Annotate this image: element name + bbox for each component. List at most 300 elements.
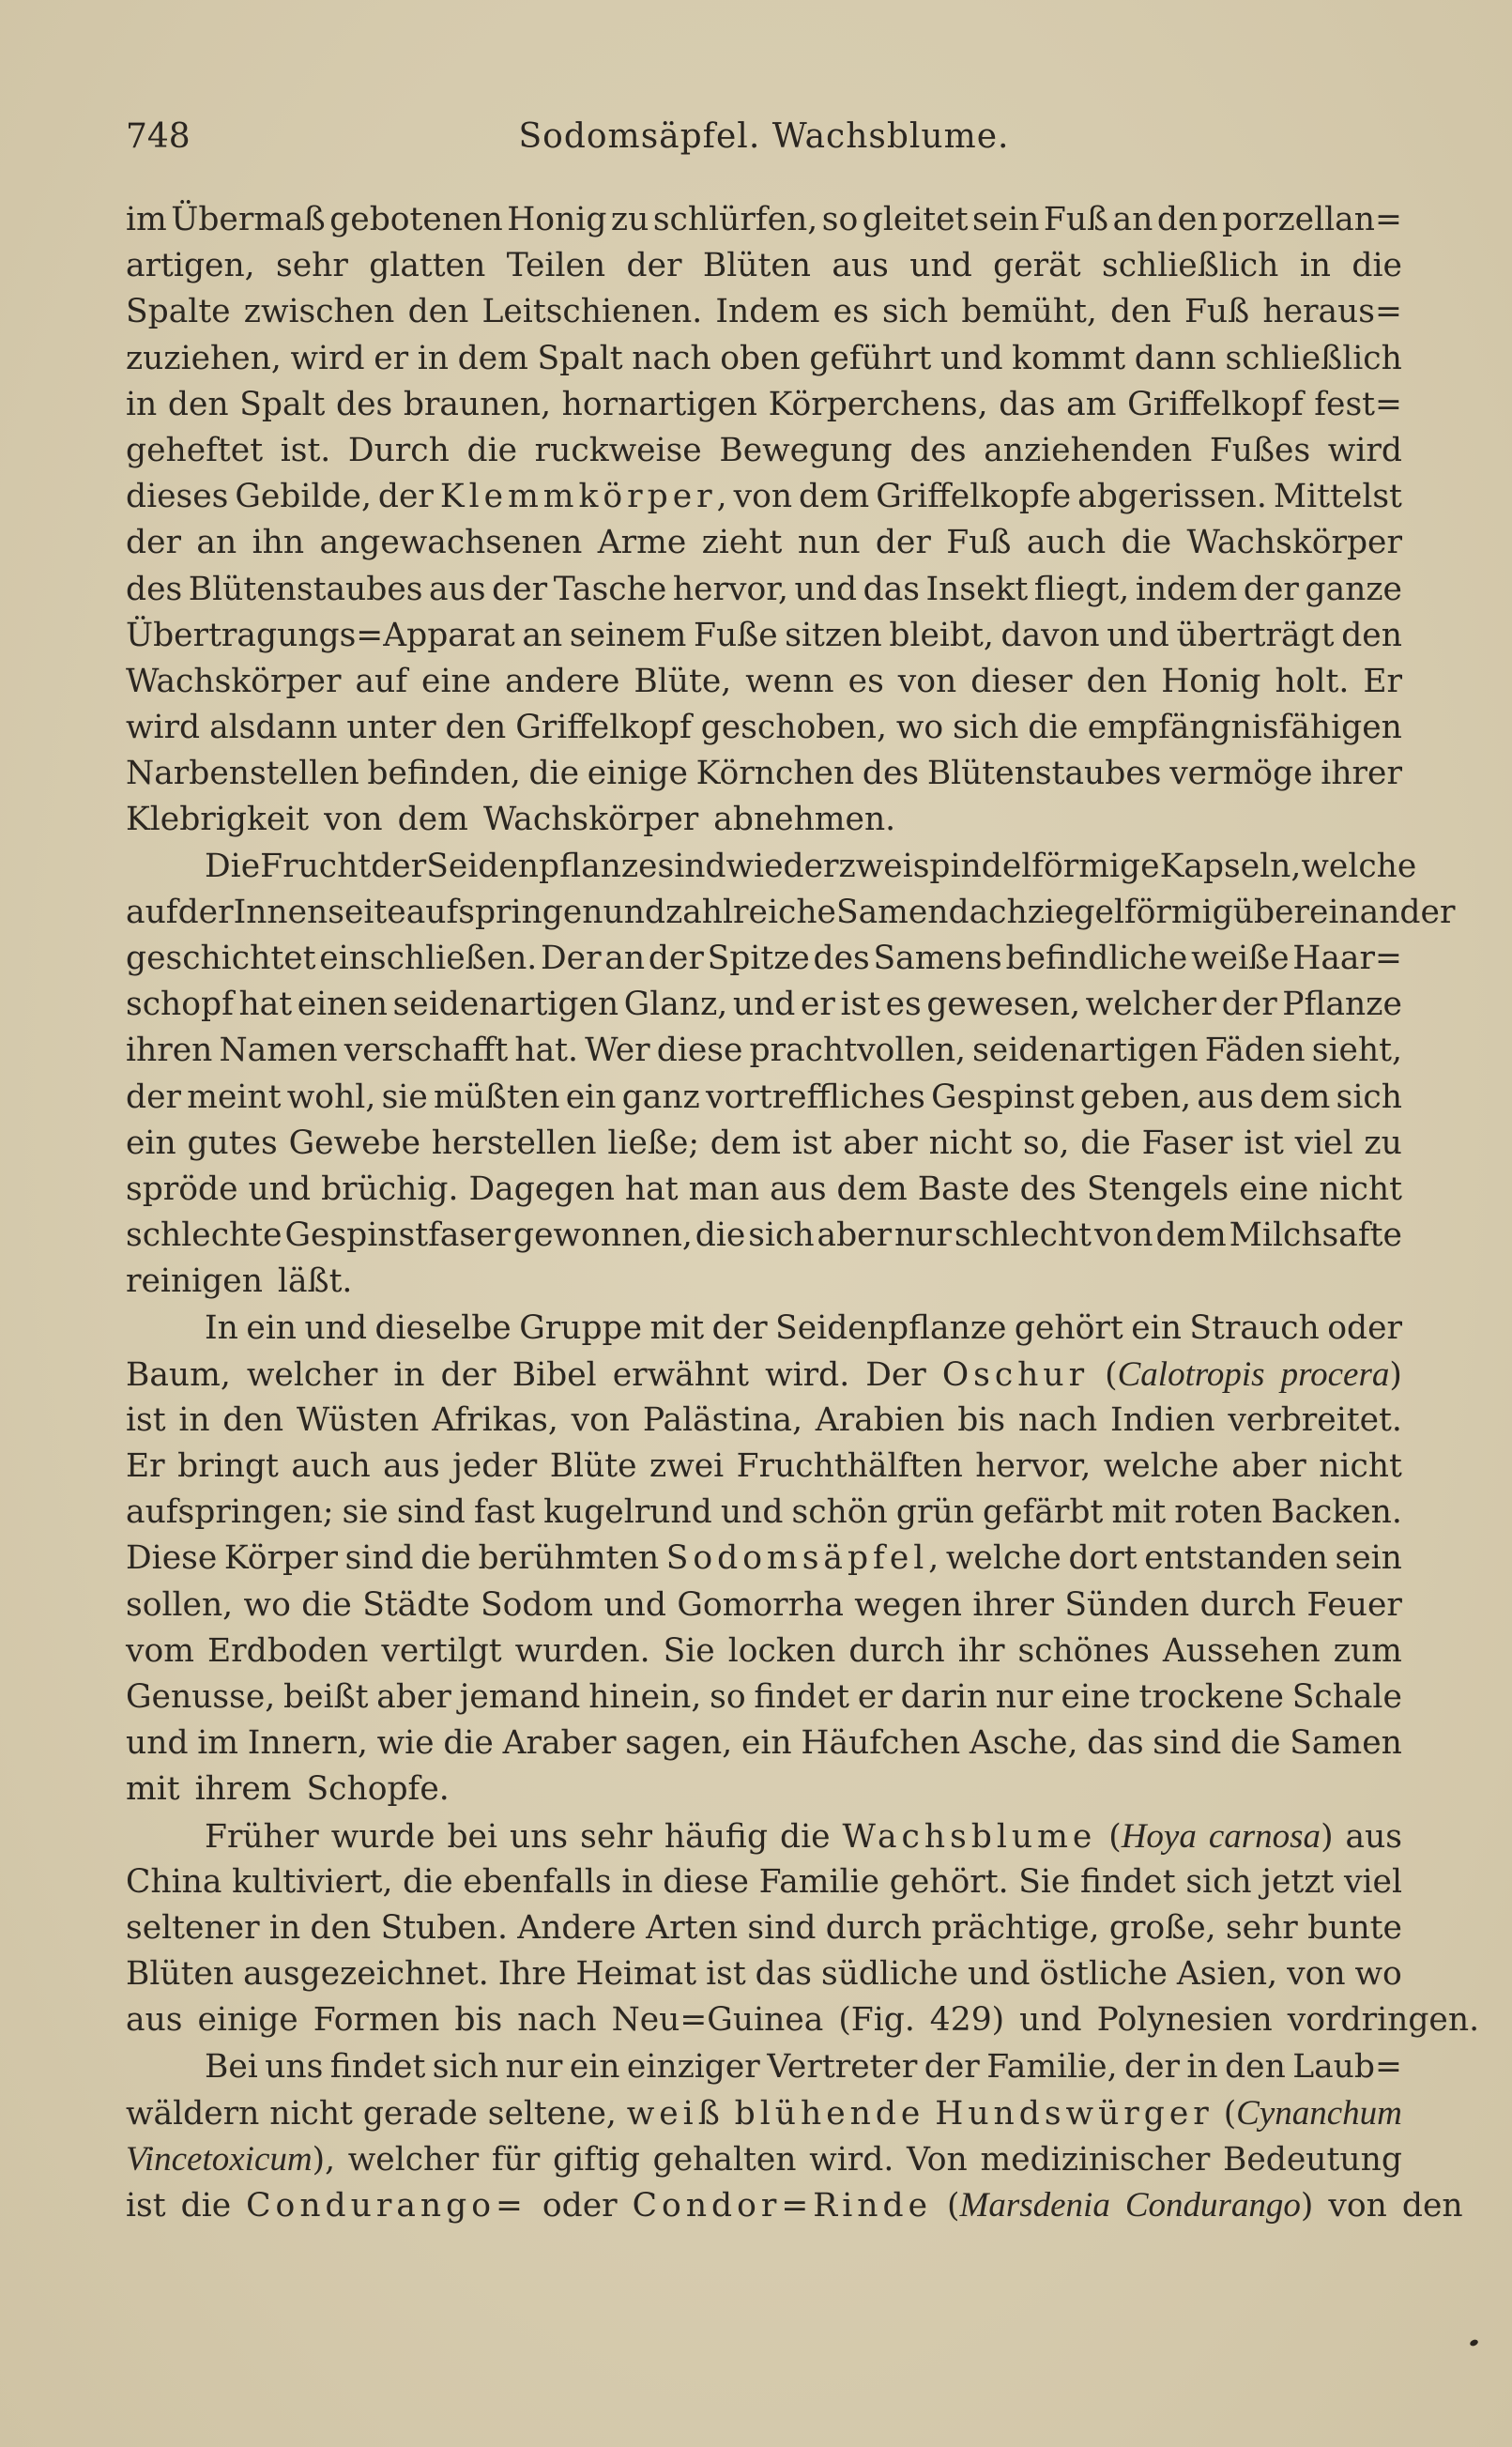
word: und — [720, 1493, 784, 1532]
word: mit — [649, 1308, 705, 1347]
word: aus — [832, 247, 889, 285]
word: spröde — [126, 1170, 238, 1208]
word: den — [445, 709, 507, 747]
text-line — [126, 1675, 1402, 1721]
word: heraus= — [1262, 293, 1402, 331]
word: nur — [505, 2047, 563, 2086]
word: schlechte — [126, 1216, 283, 1255]
word: diese — [656, 1032, 743, 1070]
word: Griffelkopf — [515, 709, 692, 747]
word: dann — [1134, 339, 1216, 377]
word: schließlich — [1225, 339, 1402, 377]
word: Backen. — [1271, 1493, 1402, 1532]
word: eine — [1061, 1678, 1131, 1716]
word: Sodom — [481, 1585, 593, 1624]
word: Gespinstfaser — [284, 1216, 512, 1255]
paragraph — [126, 1813, 1480, 2044]
word: übereinander — [1232, 893, 1456, 931]
word: Vincetoxicum), — [126, 2139, 336, 2179]
word: auch — [291, 1447, 371, 1486]
text-line — [126, 613, 1402, 659]
word: Innenseite — [233, 893, 406, 931]
word: sollen, — [126, 1585, 234, 1624]
word: aus — [126, 2001, 183, 2040]
word: Fuß — [1043, 201, 1109, 238]
word: den — [1110, 293, 1171, 331]
word: gutes — [187, 1124, 278, 1162]
word: Fußes — [1209, 431, 1311, 469]
word: Pflanze — [1282, 986, 1402, 1024]
word: ihren — [126, 1032, 213, 1070]
word: welcher — [347, 2140, 480, 2179]
word: gewesen, — [926, 986, 1081, 1024]
word: oben — [720, 339, 801, 377]
word: viel — [1344, 1862, 1402, 1901]
word: nur — [995, 1678, 1053, 1716]
word: Innern, — [247, 1724, 368, 1763]
word: Städte — [362, 1585, 470, 1624]
text-line — [126, 2044, 1402, 2090]
word: aus — [383, 1447, 440, 1486]
word: von — [897, 662, 957, 700]
text-line — [126, 1813, 1402, 1859]
text-line — [126, 1905, 1402, 1951]
word: zum — [1333, 1631, 1402, 1670]
text-line — [126, 844, 1417, 890]
word: der — [711, 1308, 768, 1347]
word: sagen, — [625, 1724, 733, 1763]
word: darin — [900, 1678, 987, 1716]
word: sind — [344, 1539, 414, 1578]
word: carnosa) — [1208, 1816, 1334, 1856]
word: Der — [865, 1355, 926, 1394]
word: seltene, — [487, 2094, 617, 2133]
word: sieht, — [1311, 1032, 1402, 1070]
word: Häufchen — [801, 1724, 961, 1763]
word: Sodomsäpfel, — [665, 1539, 939, 1578]
word: die — [420, 1539, 471, 1578]
word: aufspringen; — [126, 1493, 334, 1532]
word: hervor, — [672, 570, 788, 608]
word: findet — [754, 1678, 850, 1716]
word: Arten — [646, 1908, 739, 1947]
word: nicht — [928, 1124, 1013, 1162]
word: östliche — [1039, 1955, 1168, 1994]
word: wieder — [725, 847, 839, 885]
word: locken — [727, 1631, 836, 1670]
word: ließe; — [607, 1124, 699, 1162]
word: medizinischer — [980, 2140, 1211, 2179]
word: uns — [265, 2047, 324, 2086]
word: das — [999, 385, 1056, 423]
word: Fuße — [694, 616, 778, 654]
word: jetzt — [1261, 1862, 1335, 1901]
word: sich — [953, 709, 1019, 747]
text-line — [126, 1583, 1402, 1629]
word: Fäden — [1204, 1032, 1306, 1070]
word: ein — [569, 2047, 620, 2086]
word: nicht — [1319, 1447, 1402, 1486]
text-line — [126, 1075, 1402, 1121]
word: zu — [610, 201, 649, 238]
word: Er — [1363, 662, 1402, 700]
word: Wachskörper — [482, 801, 699, 839]
word: findet — [329, 2047, 426, 2086]
word: dieses — [126, 478, 229, 516]
word: häufig — [664, 1817, 769, 1856]
word: eine — [421, 662, 492, 700]
word: trockene — [1138, 1678, 1284, 1716]
word: gleitet — [862, 201, 969, 238]
word: ganz — [621, 1078, 700, 1116]
word: Glanz, — [623, 986, 728, 1024]
word: ein — [741, 1724, 792, 1763]
word: Der — [541, 940, 602, 977]
word: porzellan= — [1222, 201, 1402, 238]
word: vordringen. — [1287, 2001, 1480, 2040]
word: Tasche — [553, 570, 667, 608]
word: er — [857, 1678, 893, 1716]
word: von — [1287, 1955, 1346, 1994]
word: sich — [1185, 1862, 1252, 1901]
word: zuziehen, — [126, 339, 282, 377]
word: sich — [881, 293, 949, 331]
word: in — [393, 1355, 425, 1394]
text-line — [126, 336, 1402, 382]
word: Stuben. — [380, 1908, 508, 1947]
word: diese — [663, 1862, 749, 1901]
word: (Marsdenia — [947, 2186, 1110, 2225]
word: ihrem — [194, 1770, 292, 1809]
word: Körperchens, — [768, 385, 988, 423]
word: Sie — [1018, 1862, 1071, 1901]
word: der — [875, 524, 931, 562]
word: den — [222, 1400, 284, 1439]
word: nicht — [1319, 1170, 1402, 1208]
word: und — [603, 1585, 666, 1624]
word: zwischen — [243, 293, 395, 331]
word: die — [1028, 709, 1078, 747]
word: die — [443, 1724, 494, 1763]
word: oder — [1327, 1308, 1402, 1347]
text-line — [126, 797, 1402, 843]
text-line — [126, 1444, 1402, 1490]
word: nach — [1017, 1400, 1098, 1439]
text-line — [126, 2182, 1463, 2228]
word: läßt. — [277, 1262, 353, 1301]
word: Palästina, — [642, 1400, 803, 1439]
word: mit — [1111, 1493, 1167, 1532]
word: der — [492, 570, 548, 608]
word: hat — [624, 1170, 679, 1208]
word: China — [126, 1862, 222, 1901]
text-line — [126, 2090, 1402, 2136]
word: Wachskörper — [126, 662, 342, 700]
word: Spalt — [239, 385, 326, 423]
word: bleibt, — [889, 616, 994, 654]
word: des — [813, 940, 870, 977]
word: beißt — [283, 1678, 369, 1716]
word: in — [126, 385, 158, 423]
word: bunte — [1307, 1908, 1402, 1947]
word: wo — [243, 1585, 291, 1624]
word: Samen — [835, 893, 949, 931]
word: einige — [197, 2001, 298, 2040]
word: im — [197, 1724, 238, 1763]
word: Schopfe. — [306, 1770, 450, 1809]
word: Bibel — [512, 1355, 597, 1394]
word: die — [403, 1862, 453, 1901]
word: giftig — [553, 2140, 640, 2179]
word: Namen — [219, 1032, 338, 1070]
text-line — [126, 2136, 1402, 2182]
word: dem — [710, 1124, 782, 1162]
word: Erdboden — [207, 1631, 369, 1670]
word: auch — [1026, 524, 1107, 562]
word: gebotenen — [329, 201, 503, 238]
word: Blüte, — [634, 662, 732, 700]
text-line — [126, 382, 1402, 428]
word: Gomorrha — [677, 1585, 844, 1624]
word: dem — [799, 478, 870, 516]
word: Griffelkopfe — [876, 478, 1072, 516]
text-line — [126, 982, 1402, 1028]
word: brüchig. — [321, 1170, 459, 1208]
paragraph — [126, 2044, 1463, 2229]
word: Honig — [507, 201, 607, 238]
word: die — [301, 1585, 352, 1624]
word: am — [1066, 385, 1117, 423]
word: Asche, — [969, 1724, 1078, 1763]
word: und — [603, 893, 666, 931]
word: das — [1087, 1724, 1144, 1763]
word: kommt — [1012, 339, 1126, 377]
word: durch — [848, 1631, 945, 1670]
word: zahlreiche — [665, 893, 836, 931]
word: Seidenpflanze — [775, 1308, 1007, 1347]
word: meint — [187, 1078, 282, 1116]
word: andere — [505, 662, 620, 700]
word: hat. — [514, 1032, 578, 1070]
word: aus — [1197, 1078, 1254, 1116]
word: wie — [376, 1724, 435, 1763]
word: in — [1186, 2047, 1218, 2086]
text-line — [126, 1121, 1402, 1167]
word: gewonnen, — [512, 1216, 693, 1255]
word: von — [733, 478, 793, 516]
word: bis — [957, 1400, 1006, 1439]
word: dachziegelförmig — [948, 893, 1233, 931]
word: des — [862, 755, 920, 793]
word: sind — [657, 847, 726, 885]
word: seltener — [126, 1908, 260, 1947]
word: Klemmkörper, — [439, 478, 727, 516]
word: ist — [706, 1955, 746, 1994]
word: sind — [396, 1493, 466, 1532]
word: davon — [1000, 616, 1100, 654]
word: fast — [474, 1493, 535, 1532]
word: Samen — [1290, 1724, 1402, 1763]
word: so — [710, 1678, 746, 1716]
word: ist — [1244, 1124, 1284, 1162]
word: der — [1123, 2047, 1180, 2086]
word: grün — [895, 1493, 974, 1532]
word: hervor, — [975, 1447, 1092, 1486]
text-line — [126, 936, 1402, 982]
word: an — [522, 616, 563, 654]
word: Condor=Rinde — [632, 2187, 933, 2225]
word: der — [924, 2047, 980, 2086]
word: Condurango) — [1124, 2186, 1314, 2225]
word: holt. — [1275, 662, 1350, 700]
word: die — [1080, 1124, 1131, 1162]
word: Honig — [1161, 662, 1261, 700]
word: den — [1341, 616, 1402, 654]
word: prächtige, — [931, 1908, 1100, 1947]
word: Araber — [502, 1724, 617, 1763]
text-line — [126, 890, 1456, 936]
word: einschließen. — [319, 940, 538, 977]
word: sind — [747, 1908, 817, 1947]
word: Baste — [917, 1170, 1010, 1208]
word: in — [1299, 247, 1332, 285]
word: anziehenden — [984, 431, 1193, 469]
word: Asien, — [1176, 1955, 1278, 1994]
word: wo — [895, 709, 944, 747]
word: Familie — [758, 1862, 880, 1901]
word: an — [604, 940, 646, 977]
word: der — [648, 940, 704, 977]
word: welche — [1103, 1447, 1219, 1486]
paragraph — [126, 197, 1402, 844]
word: zieht — [701, 524, 783, 562]
word: Dagegen — [468, 1170, 615, 1208]
word: so — [821, 201, 859, 238]
word: man — [688, 1170, 760, 1208]
word: Blüten — [702, 247, 812, 285]
word: welche — [1301, 847, 1417, 885]
word: procera) — [1280, 1354, 1402, 1394]
word: Fuß — [946, 524, 1012, 562]
word: Hundswürger — [935, 2094, 1214, 2133]
text-line — [126, 1629, 1402, 1675]
word: der — [126, 1078, 181, 1116]
word: sehr — [1225, 1908, 1298, 1947]
running-title: Sodomsäpfel. Wachsblume. — [518, 117, 1010, 156]
word: Kapseln, — [1159, 847, 1302, 885]
word: ist — [126, 2187, 166, 2225]
text-line — [126, 1398, 1402, 1444]
word: reinigen — [126, 1262, 263, 1301]
word: in — [621, 1862, 653, 1901]
word: Klebrigkeit — [126, 801, 310, 839]
word: nach — [517, 2001, 597, 2040]
word: (Cynanchum — [1223, 2093, 1402, 2133]
word: schlecht — [954, 1216, 1092, 1255]
text-line — [126, 1259, 1402, 1305]
word: hornartigen — [561, 385, 758, 423]
text-line — [126, 705, 1402, 751]
word: ganze — [1305, 570, 1402, 608]
word: bis — [454, 2001, 503, 2040]
word: zu — [1364, 1124, 1402, 1162]
word: den — [310, 1908, 372, 1947]
word: nach — [632, 339, 711, 377]
word: angewachsenen — [319, 524, 583, 562]
word: Indien — [1109, 1400, 1215, 1439]
word: vortreffliches — [706, 1078, 925, 1116]
word: jeder — [452, 1447, 538, 1486]
word: erwähnt — [612, 1355, 750, 1394]
word: Neu=Guinea — [611, 2001, 824, 2040]
text-line — [126, 1213, 1402, 1259]
word: kultiviert, — [232, 1862, 393, 1901]
word: der — [626, 247, 682, 285]
word: vermöge — [1169, 755, 1313, 793]
word: bringt — [177, 1447, 279, 1486]
word: dem — [1155, 1216, 1227, 1255]
word: kugelrund — [543, 1493, 712, 1532]
word: des — [126, 570, 183, 608]
word: alsdann — [209, 709, 338, 747]
word: Wachskörper — [1186, 524, 1402, 562]
word: die — [1121, 524, 1172, 562]
word: braunen, — [403, 385, 552, 423]
word: Körper — [223, 1539, 338, 1578]
word: empfängnisfähigen — [1087, 709, 1402, 747]
word: Sie — [663, 1631, 715, 1670]
word: Arabien — [815, 1400, 945, 1439]
word: glatten — [369, 247, 486, 285]
paragraph — [126, 1306, 1402, 1813]
word: blühende — [734, 2094, 925, 2133]
word: schön — [791, 1493, 888, 1532]
word: abnehmen. — [713, 801, 896, 839]
word: und — [126, 1724, 189, 1763]
word: hat — [238, 986, 293, 1024]
word: den — [407, 293, 469, 331]
word: Frucht — [260, 847, 372, 885]
word: wurden. — [514, 1631, 650, 1670]
word: sie — [342, 1493, 389, 1532]
word: Spalte — [126, 293, 231, 331]
word: ist — [840, 986, 881, 1024]
word: dem — [397, 801, 468, 839]
text-line — [126, 289, 1402, 335]
word: Er — [126, 1447, 165, 1486]
word: von — [1328, 2187, 1387, 2225]
word: nun — [797, 524, 861, 562]
word: das — [863, 570, 920, 608]
word: seidenartigen — [392, 986, 619, 1024]
word: der — [126, 524, 181, 562]
word: der — [371, 847, 427, 885]
page-header — [126, 117, 1402, 164]
word: weiß — [626, 2094, 725, 2133]
word: er — [374, 339, 409, 377]
word: Laub= — [1292, 2047, 1402, 2086]
word: (Fig. — [838, 2001, 915, 2040]
text-line — [126, 1028, 1402, 1074]
word: Von — [907, 2140, 968, 2179]
word: das — [755, 1955, 813, 1994]
word: roten — [1174, 1493, 1262, 1532]
word: artigen, — [126, 247, 255, 285]
word: an — [196, 524, 237, 562]
word: ist — [126, 1400, 166, 1439]
word: ist — [791, 1124, 832, 1162]
word: so, — [1023, 1124, 1070, 1162]
